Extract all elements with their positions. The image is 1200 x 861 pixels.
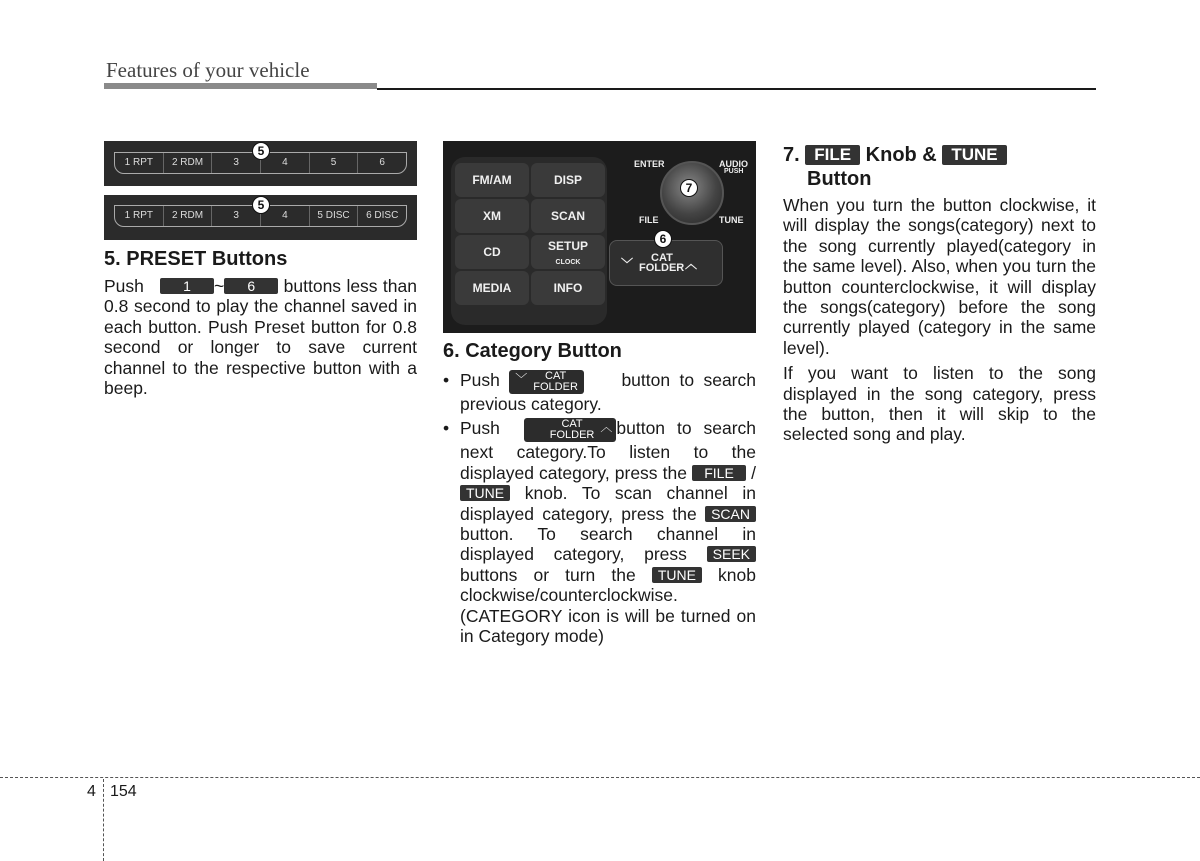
folder-label: FOLDER (639, 262, 685, 274)
page-header-title: Features of your vehicle (106, 58, 310, 82)
cat-folder-up-badge: CAT FOLDER ︿ (524, 418, 617, 442)
footer-vertical-rule (103, 779, 104, 861)
preset-key: 5 DISC (310, 206, 359, 226)
tune-badge: TUNE (460, 485, 510, 501)
preset-6-badge: 6 (224, 278, 278, 294)
cd-key: CD (455, 235, 529, 269)
section-7-para-2: If you want to listen to the song displayed in the song category, press the button, then it will skip to the selected song and play. (783, 363, 1096, 445)
callout-6: 6 (654, 230, 672, 248)
cat-folder-down-badge: ﹀ CAT FOLDER (509, 370, 584, 394)
file-label: FILE (639, 215, 659, 225)
preset-key: 2 RDM (164, 153, 213, 173)
chevron-up-icon: ︿ (685, 257, 698, 271)
preset-key: 6 (379, 157, 385, 168)
preset-buttons-figure-top (104, 141, 417, 186)
preset-key: 6 DISC (366, 210, 399, 221)
preset-buttons-figure-bottom (104, 195, 417, 240)
header-rule-thick (104, 83, 377, 89)
section-7-heading: 7. FILE Knob & TUNE (783, 143, 1096, 167)
file-badge: FILE (805, 145, 860, 165)
setup-key (531, 235, 605, 269)
chevron-down-icon: ﹀ (621, 257, 634, 271)
tune-badge: TUNE (652, 567, 702, 583)
enter-label: ENTER (634, 159, 665, 169)
preset-key: 5 (310, 153, 359, 173)
bullet-1: • Push ﹀ CAT FOLDER button to search previous category. (443, 370, 756, 414)
preset-key: 2 RDM (164, 206, 213, 226)
section-5 (104, 247, 417, 398)
chapter-number: 4 (87, 783, 96, 800)
page-number: 154 (110, 783, 137, 800)
header-rule-thin (377, 88, 1096, 90)
chevron-down-icon: ﹀ (515, 372, 528, 386)
setup-label: SETUP (547, 239, 588, 253)
section-5-body: Push 1 ~ 6 buttons less than 0.8 second to play the channel saved in each button. Push Preset button for 0.8 second or longer to save current channel to the respective button with a beep. (104, 276, 417, 399)
chevron-up-icon: ︿ (600, 420, 613, 435)
preset-key: 4 (261, 153, 310, 173)
seek-badge: SEEK (707, 546, 756, 562)
head-unit-figure (443, 141, 756, 333)
section-7 (783, 143, 1096, 445)
push-label: PUSH (724, 168, 744, 175)
section-6 (443, 339, 756, 646)
xm-key: XM (455, 199, 529, 233)
preset-key: 3 (212, 206, 261, 226)
callout-7: 7 (680, 179, 698, 197)
preset-key: 1 RPT (115, 206, 164, 226)
clock-label: CLOCK (555, 259, 581, 266)
footer-rule (0, 777, 1200, 778)
section-7-para-1: When you turn the button clockwise, it will display the songs(category) next to the song currently played(category in the same level). Also, when you turn the button counterclockwise, it will display the songs(category) before the song currently played (category in the same level). (783, 195, 1096, 358)
callout-5: 5 (252, 142, 270, 160)
cat-label: CAT (651, 252, 673, 264)
preset-key: 3 (212, 153, 261, 173)
preset-key: 1 RPT (115, 153, 164, 173)
tune-label: TUNE (719, 215, 744, 225)
tune-badge: TUNE (942, 145, 1006, 165)
preset-1-badge: 1 (160, 278, 214, 294)
callout-5: 5 (252, 196, 270, 214)
media-key: MEDIA (455, 271, 529, 305)
scan-badge: SCAN (705, 506, 756, 522)
section-5-heading: 5. PRESET Buttons (104, 248, 288, 270)
section-6-heading: 6. Category Button (443, 340, 622, 362)
file-badge: FILE (692, 465, 746, 481)
scan-key: SCAN (531, 199, 605, 233)
disp-key: DISP (531, 163, 605, 197)
audio-label: AUDIO (719, 159, 748, 169)
info-key: INFO (531, 271, 605, 305)
bullet-2: • Push CAT FOLDER ︿ button to search next category.To listen to the displayed category, press the FILE /TUNE knob. To scan channel in displayed category, press the SCAN button. To search channel in displayed category, press SEEK buttons or turn the TUNE knob clockwise/counterclockwise.(CATEGORY icon is will be turned on in Category mode) (443, 418, 756, 647)
section-7-heading-line2: Button (807, 168, 872, 190)
fm-am-key: FM/AM (455, 163, 529, 197)
preset-key: 4 (261, 206, 310, 226)
